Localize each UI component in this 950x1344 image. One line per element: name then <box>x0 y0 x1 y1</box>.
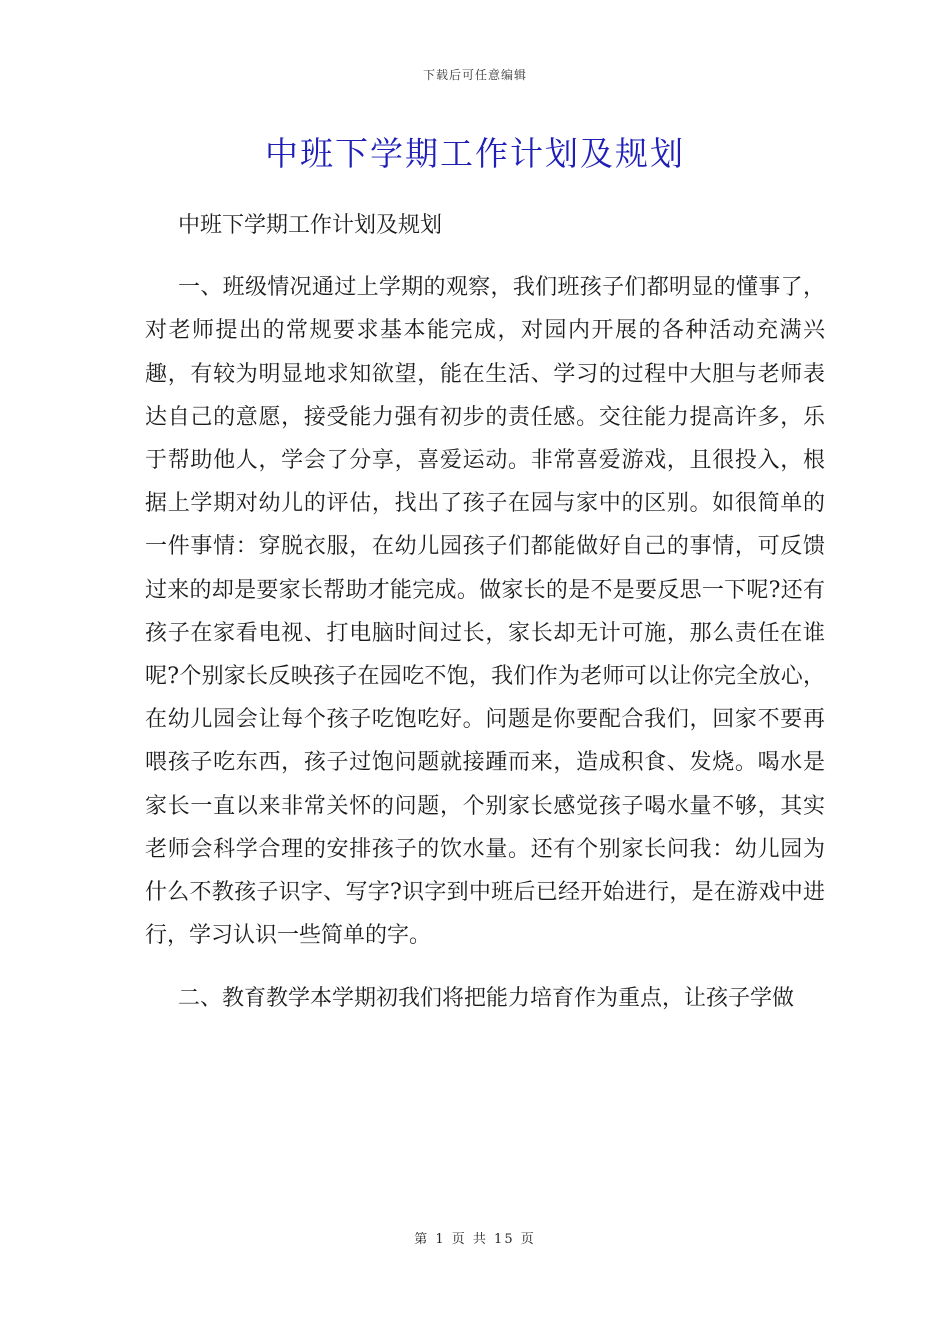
paragraph-class-situation: 一、班级情况通过上学期的观察，我们班孩子们都明显的懂事了，对老师提出的常规要求基本能完成，对园内开展的各种活动充满兴趣，有较为明显地求知欲望，能在生活、学习的过程中大胆与老师表达自己的意愿，接受能力强有初步的责任感。交往能力提高许多，乐于帮助他人，学会了分享，喜爱运动。非常喜爱游戏，且很投入，根据上学期对幼儿的评估，找出了孩子在园与家中的区别。如很简单的一件事情：穿脱衣服，在幼儿园孩子们都能做好自己的事情，可反馈过来的却是要家长帮助才能完成。做家长的是不是要反思一下呢?还有孩子在家看电视、打电脑时间过长，家长却无计可施，那么责任在谁呢?个别家长反映孩子在园吃不饱，我们作为老师可以让你完全放心，在幼儿园会让每个孩子吃饱吃好。问题是你要配合我们，回家不要再喂孩子吃东西，孩子过饱问题就接踵而来，造成积食、发烧。喝水是家长一直以来非常关怀的问题，个别家长感觉孩子喝水量不够，其实老师会科学合理的安排孩子的饮水量。还有个别家长问我：幼儿园为什么不教孩子识字、写字?识字到中班后已经开始进行，是在游戏中进行，学习认识一些简单的字。 <box>145 275 825 949</box>
page-number-footer: 第 1 页 共 15 页 <box>414 1232 536 1247</box>
paragraph-education-teaching: 二、教育教学本学期初我们将把能力培育作为重点，让孩子学做 <box>178 986 795 1012</box>
document-subtitle: 中班下学期工作计划及规划 <box>178 213 443 238</box>
document-body <box>145 204 825 1041</box>
header-note: 下载后可任意编辑 <box>422 68 527 82</box>
document-title: 中班下学期工作计划及规划 <box>265 134 685 173</box>
